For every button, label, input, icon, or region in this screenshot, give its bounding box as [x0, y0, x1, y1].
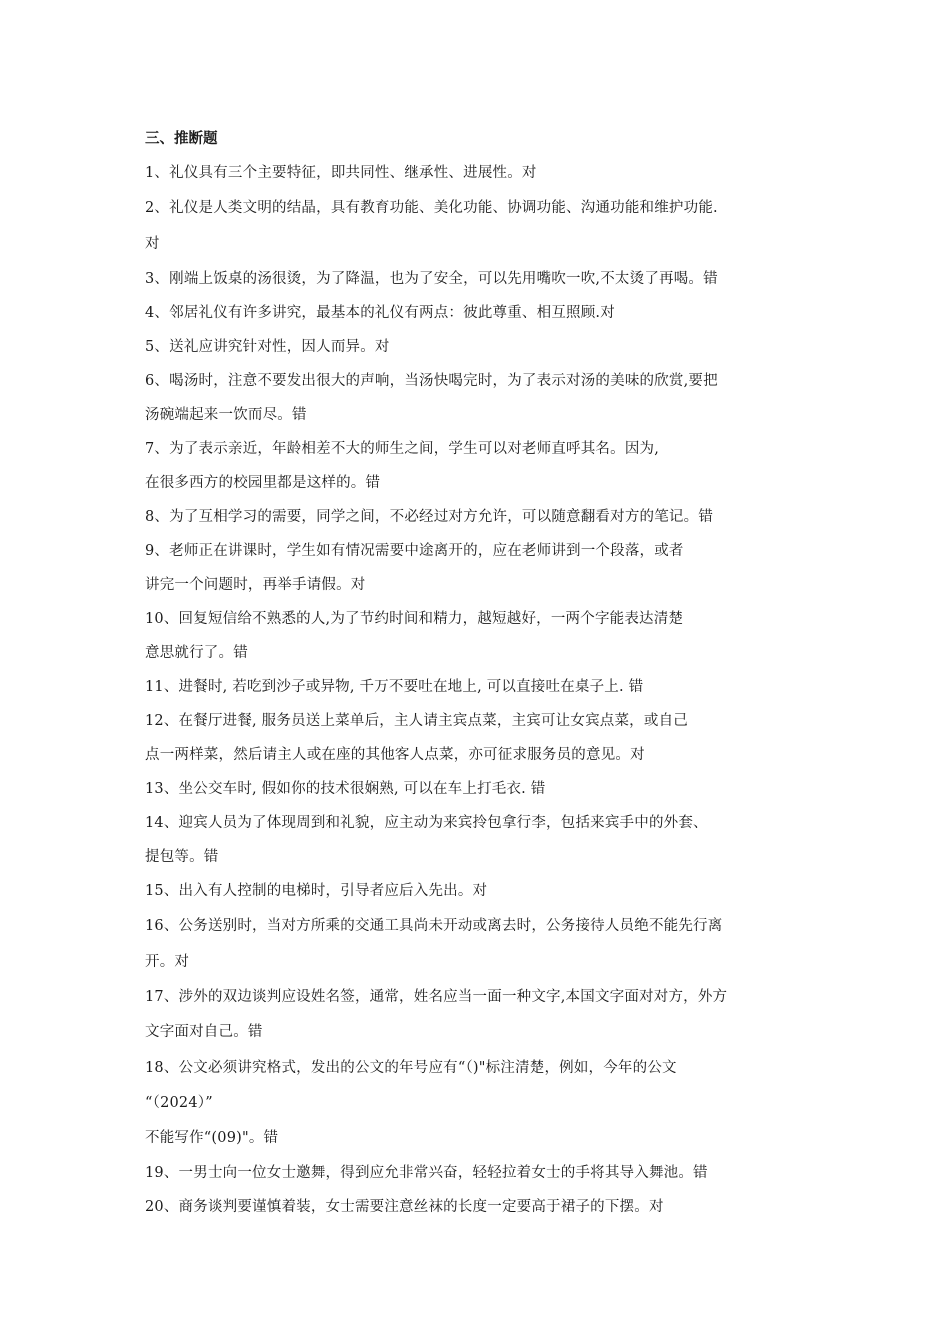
question-4-line: 4、邻居礼仪有许多讲究，最基本的礼仪有两点：彼此尊重、相互照顾.对: [145, 305, 615, 321]
question-10-line: 10、回复短信给不熟悉的人,为了节约时间和精力，越短越好，一两个字能表达清楚: [145, 611, 684, 627]
question-2-continuation: 对: [145, 236, 160, 252]
section-heading: 三、推断题: [145, 131, 218, 147]
question-7-continuation: 在很多西方的校园里都是这样的。错: [145, 475, 381, 491]
question-7-line: 7、为了表示亲近，年龄相差不大的师生之间，学生可以对老师直呼其名。因为,: [145, 441, 660, 457]
question-1-line: 1、礼仪具有三个主要特征，即共同性、继承性、进展性。对: [145, 165, 537, 181]
question-14-line: 14、迎宾人员为了体现周到和礼貌，应主动为来宾拎包拿行李，包括来宾手中的外套、: [145, 815, 708, 831]
question-13-line: 13、坐公交车时, 假如你的技术很娴熟, 可以在车上打毛衣. 错: [145, 781, 546, 797]
question-3-line: 3、刚端上饭桌的汤很烫，为了降温，也为了安全，可以先用嘴吹一吹,不太烫了再喝。错: [145, 271, 718, 287]
question-16-line: 16、公务送别时，当对方所乘的交通工具尚未开动或离去时，公务接待人员绝不能先行离: [145, 918, 723, 934]
question-12-continuation: 点一两样菜，然后请主人或在座的其他客人点菜，亦可征求服务员的意见。对: [145, 747, 645, 763]
question-12-line: 12、在餐厅进餐, 服务员送上菜单后，主人请主宾点菜，主宾可让女宾点菜，或自己: [145, 713, 688, 729]
question-6-continuation: 汤碗端起来一饮而尽。错: [145, 407, 307, 423]
question-2-line: 2、礼仪是人类文明的结晶，具有教育功能、美化功能、协调功能、沟通功能和维护功能.: [145, 200, 718, 216]
question-18-line: 18、公文必须讲究格式，发出的公文的年号应有“（)"标注清楚，例如，今年的公文: [145, 1060, 677, 1076]
document-body: [145, 122, 813, 1224]
question-6-line: 6、喝汤时，注意不要发出很大的声响，当汤快喝完时，为了表示对汤的美味的欣赏,要把: [145, 373, 718, 389]
question-9-line: 9、老师正在讲课时，学生如有情况需要中途离开的，应在老师讲到一个段落，或者: [145, 543, 684, 559]
question-18-continuation: 不能写作“(09)"。错: [145, 1130, 279, 1146]
question-16-continuation: 开。对: [145, 954, 190, 970]
question-18-year-example: “（2024）”: [145, 1095, 213, 1111]
question-8-line: 8、为了互相学习的需要，同学之间，不必经过对方允许，可以随意翻看对方的笔记。错: [145, 509, 714, 525]
question-20-line: 20、商务谈判要谨慎着装，女士需要注意丝袜的长度一定要高于裙子的下摆。对: [145, 1199, 664, 1215]
question-9-continuation: 讲完一个问题时，再举手请假。对: [145, 577, 366, 593]
question-17-continuation: 文字面对自己。错: [145, 1024, 263, 1040]
question-15-line: 15、出入有人控制的电梯时，引导者应后入先出。对: [145, 883, 488, 899]
question-10-continuation: 意思就行了。错: [145, 645, 248, 661]
question-11-line: 11、进餐时, 若吃到沙子或异物, 千万不要吐在地上, 可以直接吐在桌子上. 错: [145, 679, 644, 695]
question-19-line: 19、一男士向一位女士邀舞，得到应允非常兴奋，轻轻拉着女士的手将其导入舞池。错: [145, 1165, 708, 1181]
question-17-line: 17、涉外的双边谈判应设姓名签，通常，姓名应当一面一种文字,本国文字面对对方，外方: [145, 989, 728, 1005]
question-5-line: 5、送礼应讲究针对性，因人而异。对: [145, 339, 390, 355]
question-14-continuation: 提包等。错: [145, 849, 219, 865]
